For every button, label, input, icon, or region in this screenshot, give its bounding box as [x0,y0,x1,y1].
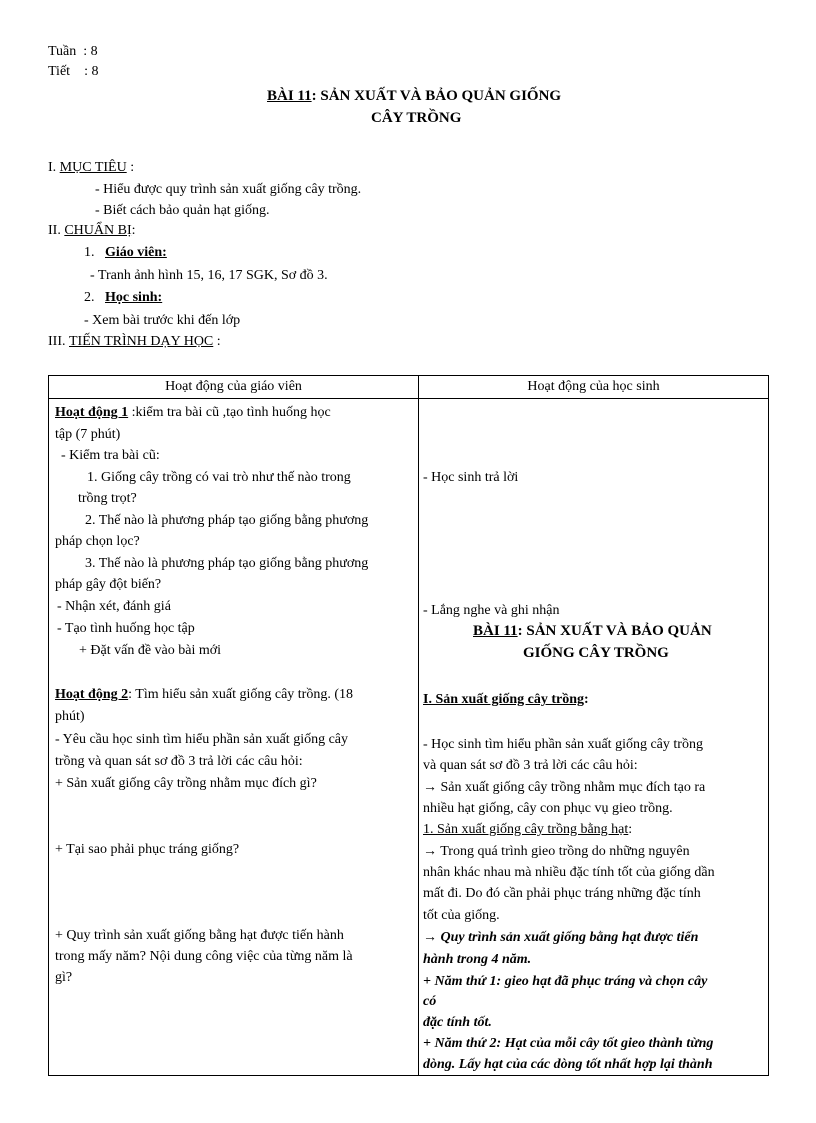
question-text: 3. Thế nào là phương pháp tạo giống bằng phương [85,556,369,571]
question-text: + Sản xuất giống cây trồng nhằm mục đích gì? [55,776,317,791]
student-answer: dòng. Lấy hạt của các dòng tốt nhất hợp lại thành [423,1057,713,1072]
student-answer: và quan sát sơ đồ 3 trả lời các câu hỏi: [423,758,638,773]
col-header-teacher: Hoạt động của giáo viên [49,376,419,399]
student-answer: mất đi. Do đó cần phải phục tráng những đặc tính [423,886,701,901]
student-answer: → Sản xuất giống cây trồng nhằm mục đích tạo ra [423,780,706,795]
student-answer: có [423,994,437,1009]
week-label: Tuần : 8 [48,44,98,59]
lesson-title-line2: GIỐNG CÂY TRỒNG [523,645,669,661]
question-text: trồng trọt? [78,491,137,506]
question-text: pháp gây đột biến? [55,577,162,592]
question-text: pháp chọn lọc? [55,534,140,549]
page-title: BÀI 11: SẢN XUẤT VÀ BẢO QUẢN GIỐNG [267,88,562,104]
student-answer: → Trong quá trình gieo trồng do những nguyên [423,844,690,859]
section-preparation: II. CHUẨN BỊ: [48,223,136,238]
activity-1-heading: Hoạt động 1 :kiểm tra bài cũ ,tạo tình huống học [55,405,331,420]
student-answer: nhân khác nhau mà nhiều đặc tính tốt của giống dần [423,865,715,880]
student-answer: + Năm thứ 2: Hạt của mỗi cây tốt gieo thành từng [423,1036,714,1051]
question-text: + Quy trình sản xuất giống bằng hạt được tiến hành [55,928,344,943]
student-answer: nhiều hạt giống, cây con phục vụ gieo trồng. [423,801,673,816]
teacher-cell [49,399,419,1076]
teacher-prep-item: - Tranh ảnh hình 15, 16, 17 SGK, Sơ đồ 3. [90,268,328,283]
student-answer: tốt của giống. [423,908,500,923]
page-title-line2: CÂY TRỒNG [371,110,462,126]
teacher-step: + Đặt vấn đề vào bài mới [79,643,222,658]
section-objectives: I. MỤC TIÊU : [48,160,135,175]
teacher-step: - Yêu cầu học sinh tìm hiểu phần sản xuất giống cây [55,732,349,747]
student-answer: - Học sinh trả lời [423,470,519,485]
activity-2-heading: Hoạt động 2: Tìm hiểu sản xuất giống cây trồng. (18 [55,687,353,702]
teacher-step: trồng và quan sát sơ đồ 3 trả lời các câu hỏi: [55,754,303,769]
teacher-step: - Nhận xét, đánh giá [57,599,171,614]
teacher-step: - Tạo tình huống học tập [57,621,195,636]
col-header-student: Hoạt động của học sinh [419,376,769,399]
student-cell [419,399,769,1076]
student-prep-heading: 2. Học sinh: [84,290,163,305]
period-value: : 8 [84,64,99,79]
student-answer: - Lắng nghe và ghi nhận [423,603,560,618]
objective-item: - Hiểu được quy trình sản xuất giống cây trồng. [95,182,362,197]
student-answer: đặc tính tốt. [423,1015,492,1030]
section-heading: I. Sản xuất giống cây trồng: [423,692,589,707]
objective-item: - Biết cách bảo quản hạt giống. [95,203,270,218]
subsection-heading: 1. Sản xuất giống cây trồng bằng hạt: [423,822,633,837]
question-text: + Tại sao phải phục tráng giống? [55,842,240,857]
question-text: gì? [55,970,73,985]
period-label: Tiết : 8 [48,64,99,79]
activity-2-time: phút) [55,709,85,724]
section-procedure: III. TIẾN TRÌNH DẠY HỌC : [48,334,221,349]
question-text: 2. Thế nào là phương pháp tạo giống bằng phương [85,513,369,528]
student-answer: → Quy trình sản xuất giống bằng hạt được tiến [423,930,699,945]
teacher-prep-heading: 1. Giáo viên: [84,245,167,260]
question-text: trong mấy năm? Nội dung công việc của từng năm là [55,949,353,964]
student-answer: + Năm thứ 1: gieo hạt đã phục tráng và chọn cây [423,974,708,989]
activity-1-time: tập (7 phút) [55,427,121,442]
question-text: 1. Giống cây trồng có vai trò như thế nào trong [87,470,351,485]
week-value: : 8 [83,44,98,59]
review-heading: - Kiểm tra bài cũ: [61,448,160,463]
student-answer: hành trong 4 năm. [423,952,532,967]
student-prep-item: - Xem bài trước khi đến lớp [84,313,241,328]
lesson-title: BÀI 11: SẢN XUẤT VÀ BẢO QUẢN [473,623,712,639]
activity-table [48,375,769,1076]
student-answer: - Học sinh tìm hiểu phần sản xuất giống cây trồng [423,737,703,752]
